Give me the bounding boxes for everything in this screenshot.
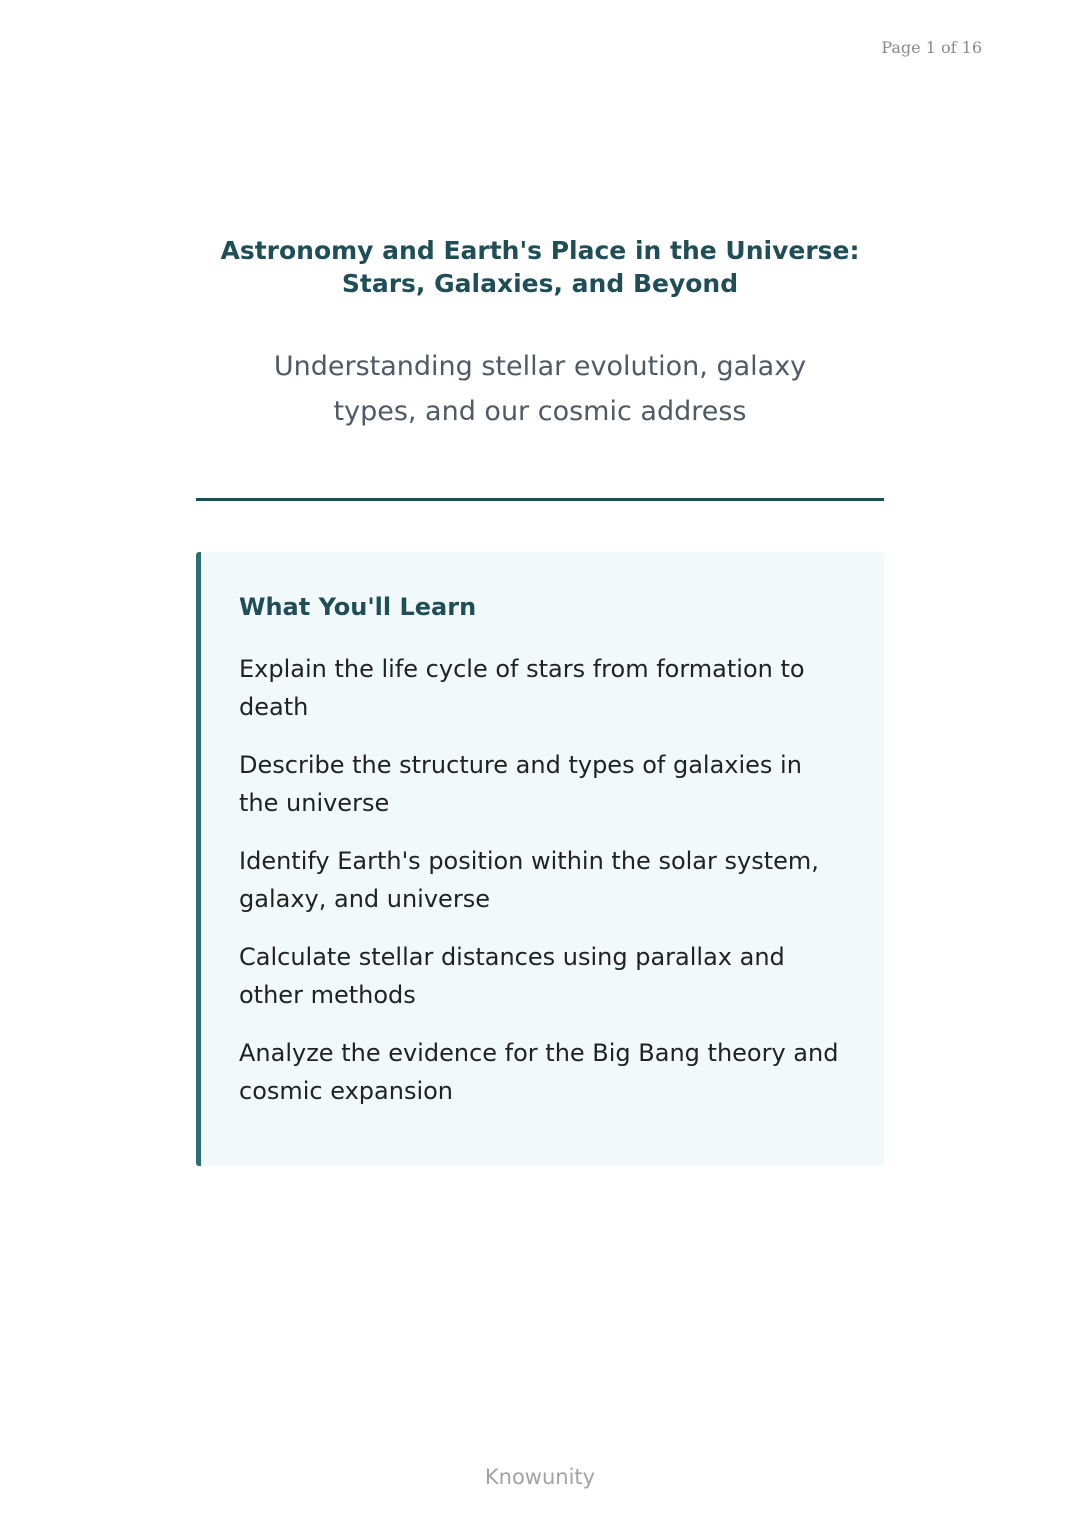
- objective-item: Analyze the evidence for the Big Bang theory and cosmic expansion: [239, 1039, 839, 1105]
- learning-objectives-heading: What You'll Learn: [239, 593, 477, 621]
- learning-objectives-box: [196, 552, 884, 1166]
- objective-item: Describe the structure and types of galaxies in the universe: [239, 751, 802, 817]
- document-subtitle: Understanding stellar evolution, galaxy types, and our cosmic address: [273, 351, 807, 427]
- learning-objectives-list: [239, 650, 844, 1110]
- objective-item: Explain the life cycle of stars from formation to death: [239, 655, 805, 721]
- document-title: Astronomy and Earth's Place in the Universe: Stars, Galaxies, and Beyond: [220, 236, 860, 298]
- title-divider: [196, 498, 884, 501]
- footer-brand: Knowunity: [484, 1465, 596, 1489]
- objective-item: Identify Earth's position within the solar system, galaxy, and universe: [239, 847, 819, 913]
- objective-item: Calculate stellar distances using parallax and other methods: [239, 943, 785, 1009]
- page-number: Page 1 of 16: [881, 38, 982, 57]
